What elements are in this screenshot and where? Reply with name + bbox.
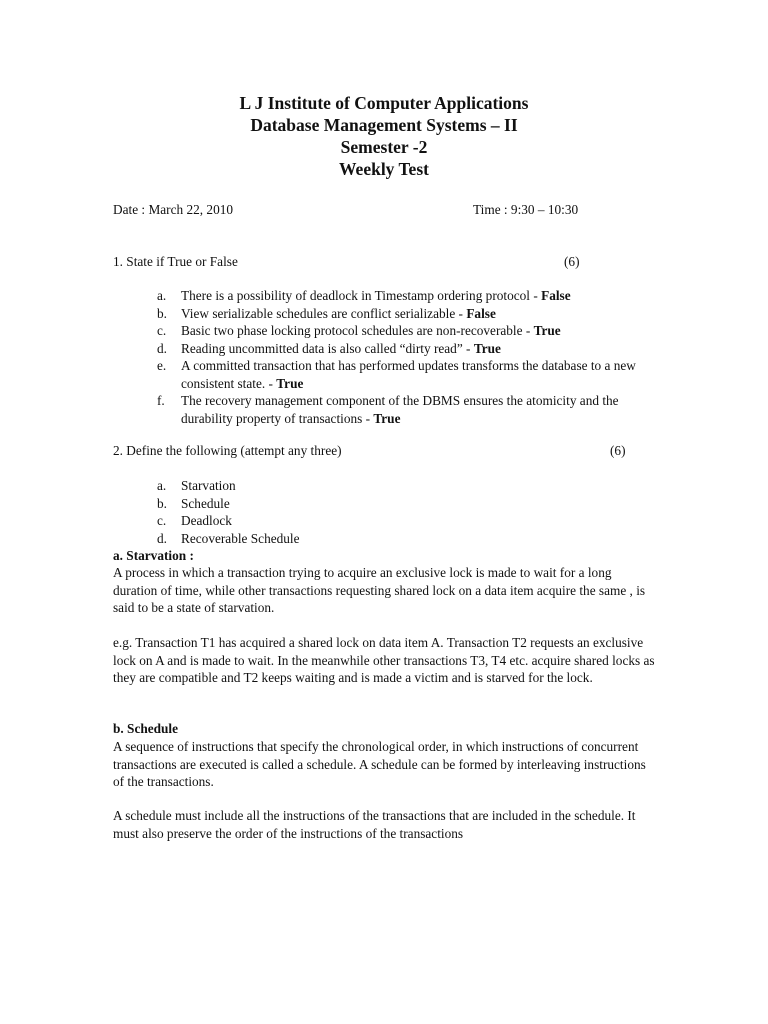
document-title [0, 92, 768, 180]
list-item: b. View serializable schedules are conflict serializable - False [157, 305, 496, 321]
starvation-definition: A process in which a transaction trying to acquire an exclusive lock is made to wait for a long duration of time, while other transactions requesting shared lock on a data item acquire the same , is said to be a state of starvation. [113, 565, 646, 615]
question-1-list [157, 287, 662, 427]
question-2-marks: (6) [610, 443, 626, 458]
list-item: d. Recoverable Schedule [157, 530, 300, 546]
question-2-list [157, 477, 662, 547]
question-1-title: 1. State if True or False [113, 254, 238, 269]
schedule-definition: A sequence of instructions that specify the chronological order, in which instructions of concurrent transactions are executed is called a schedule. A schedule can be formed by interleaving instructions of the transactions. [113, 739, 646, 789]
starvation-example: e.g. Transaction T1 has acquired a shared lock on data item A. Transaction T2 requests an exclusive lock on A and is made to wait. In the meanwhile other transactions T3, T4 etc. acquire shared locks as they are compatible and T2 keeps waiting and is made a victim and is starved for the lock. [113, 635, 655, 685]
schedule-heading: b. Schedule [113, 721, 179, 736]
test-type: Weekly Test [339, 159, 429, 179]
schedule-requirement: A schedule must include all the instructions of the transactions that are included in the schedule. It must also preserve the order of the instructions of the transactions [113, 808, 636, 841]
list-item: d. Reading uncommitted data is also called “dirty read” - True [157, 340, 501, 356]
answer: True [276, 375, 304, 391]
list-item: c. Deadlock [157, 513, 232, 528]
list-item: f. The recovery management component of the DBMS ensures the atomicity and the durability property of transactions - True [157, 393, 619, 426]
starvation-heading: a. Starvation : [113, 548, 194, 563]
question-1-marks: (6) [564, 254, 580, 269]
list-item: c. Basic two phase locking protocol schedules are non-recoverable - True [157, 323, 561, 338]
answer: True [473, 340, 501, 356]
list-item: e. A committed transaction that has performed updates transforms the database to a new consistent state. - True [157, 358, 636, 391]
institute-name: L J Institute of Computer Applications [239, 93, 529, 113]
question-1-heading [113, 253, 653, 271]
answer: False [466, 305, 496, 321]
list-item: a. Starvation [157, 478, 236, 493]
meta-row [113, 201, 653, 219]
question-2-title: 2. Define the following (attempt any three) [113, 443, 342, 458]
answer: True [373, 410, 401, 426]
answer: False [541, 288, 571, 303]
question-2-heading [113, 442, 653, 460]
course-name: Database Management Systems – II [250, 115, 518, 135]
test-time: Time : 9:30 – 10:30 [473, 202, 579, 217]
semester: Semester -2 [340, 137, 428, 157]
answer: True [533, 323, 561, 338]
list-item: a. There is a possibility of deadlock in Timestamp ordering protocol - False [157, 288, 571, 303]
test-date: Date : March 22, 2010 [113, 202, 234, 217]
list-item: b. Schedule [157, 495, 230, 511]
